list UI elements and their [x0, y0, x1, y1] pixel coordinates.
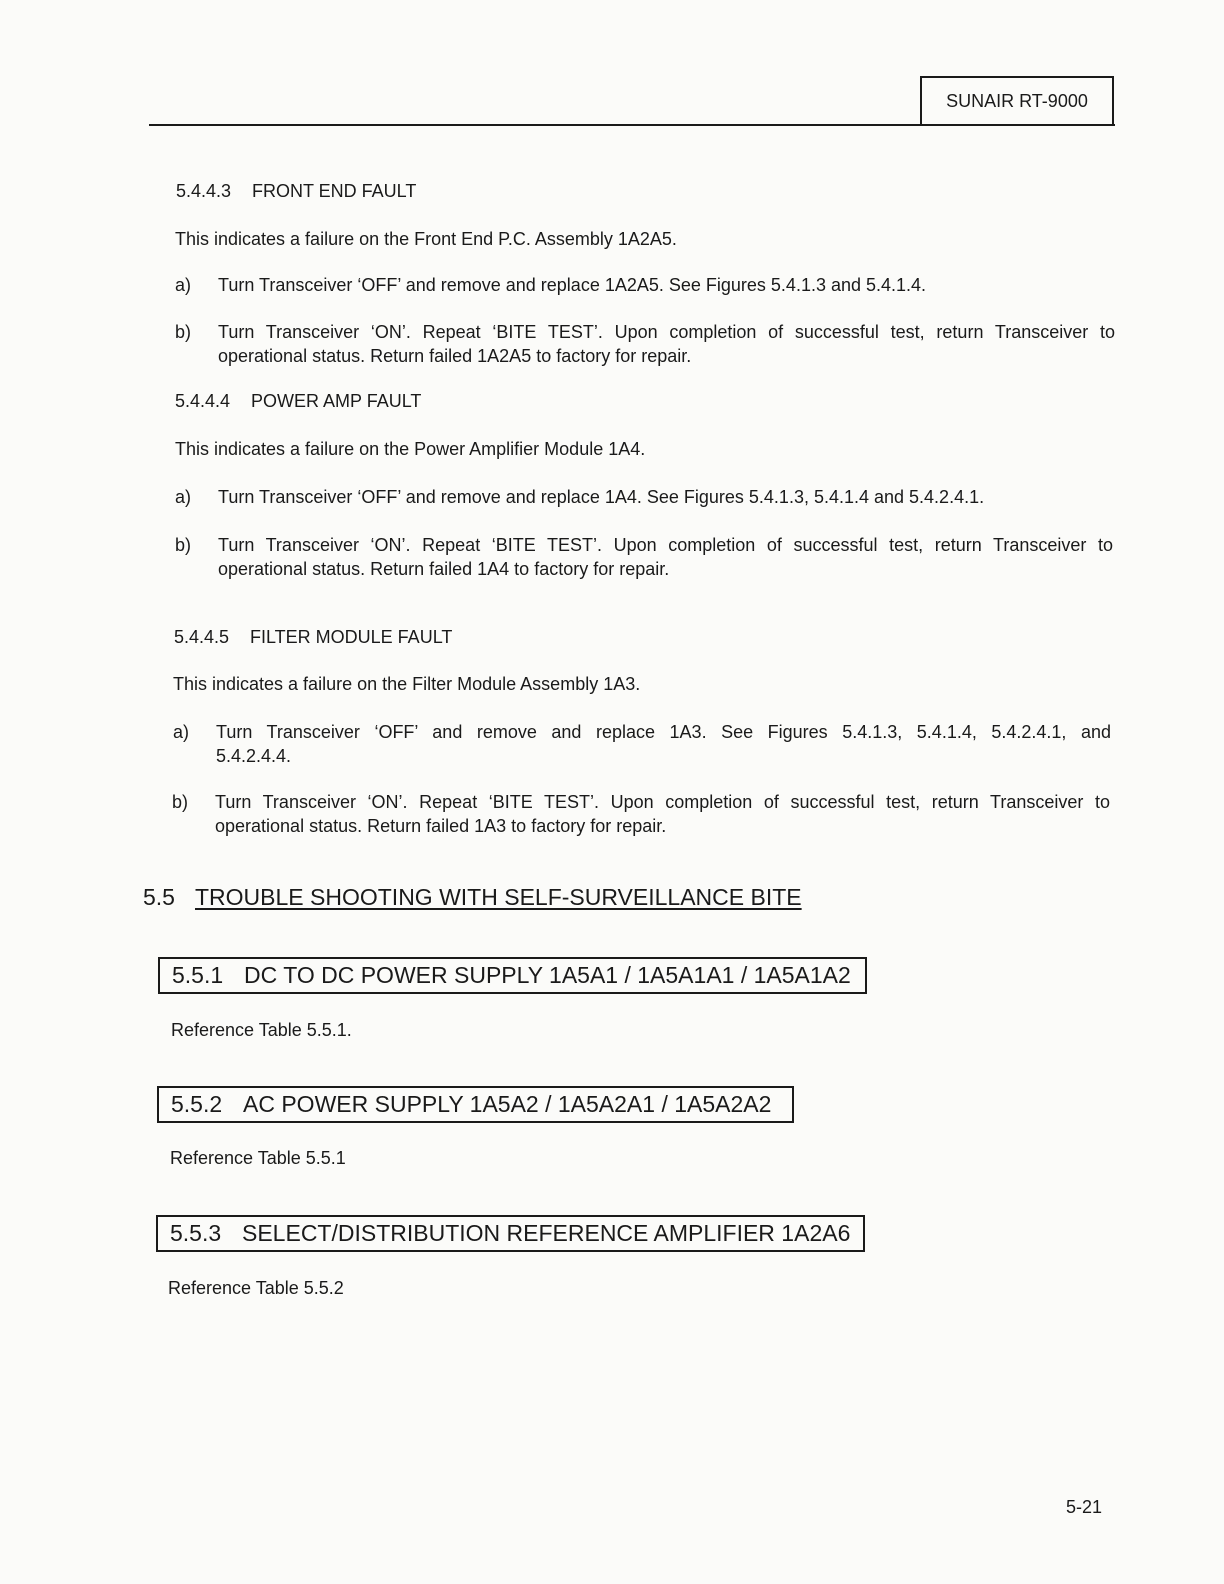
item-text: Turn Transceiver ‘ON’. Repeat ‘BITE TEST’. Upon completion of successful test, return Transceiver to [218, 322, 1115, 342]
list-item [175, 485, 1115, 509]
item-text: Turn Transceiver ‘ON’. Repeat ‘BITE TEST’. Upon completion of successful test, return Transceiver to [215, 792, 1110, 812]
section-title: FRONT END FAULT [252, 181, 417, 201]
section-intro: This indicates a failure on the Filter Module Assembly 1A3. [173, 674, 641, 694]
major-section-title: TROUBLE SHOOTING WITH SELF-SURVEILLANCE BITE [195, 884, 802, 910]
section-intro: This indicates a failure on the Power Amplifier Module 1A4. [175, 439, 646, 459]
item-text: Turn Transceiver ‘OFF’ and remove and replace 1A3. See Figures 5.4.1.3, 5.4.1.4, 5.4.2.4.1, and [216, 722, 1111, 742]
section-heading-front-end-fault [176, 181, 416, 202]
section-number: 5.4.4.5 [174, 627, 230, 647]
list-item [175, 533, 1113, 581]
boxed-heading-reference-amplifier [156, 1215, 865, 1252]
list-item [175, 273, 1115, 297]
subsection-title: DC TO DC POWER SUPPLY 1A5A1 / 1A5A1A1 / 1A5A1A2 [244, 962, 851, 988]
section-heading-filter-module-fault [174, 627, 452, 648]
item-text-continued: 5.4.2.4.4. [216, 746, 292, 766]
reference-text: Reference Table 5.5.1 [170, 1148, 346, 1168]
item-text: Turn Transceiver ‘OFF’ and remove and replace 1A4. See Figures 5.4.1.3, 5.4.1.4 and 5.4.2.4.1. [218, 487, 985, 507]
header-rule [149, 124, 1115, 126]
item-text-continued: operational status. Return failed 1A4 to factory for repair. [218, 559, 670, 579]
item-letter: a) [173, 722, 190, 742]
subsection-number: 5.5.2 [171, 1091, 223, 1117]
major-section-heading [143, 884, 802, 911]
document-header-box [920, 76, 1114, 124]
item-letter: b) [175, 535, 192, 555]
item-text-continued: operational status. Return failed 1A2A5 to factory for repair. [218, 346, 692, 366]
reference-text: Reference Table 5.5.2 [168, 1278, 344, 1298]
major-section-number: 5.5 [143, 884, 175, 910]
subsection-number: 5.5.1 [172, 962, 224, 988]
section-title: POWER AMP FAULT [251, 391, 422, 411]
section-intro: This indicates a failure on the Front End P.C. Assembly 1A2A5. [175, 229, 677, 249]
section-title: FILTER MODULE FAULT [250, 627, 453, 647]
item-letter: a) [175, 275, 192, 295]
document-title: SUNAIR RT-9000 [946, 90, 1088, 111]
list-item [175, 320, 1115, 368]
section-number: 5.4.4.3 [176, 181, 232, 201]
reference-text: Reference Table 5.5.1. [171, 1020, 352, 1040]
page-number: 5-21 [1066, 1497, 1103, 1517]
item-text: Turn Transceiver ‘ON’. Repeat ‘BITE TEST’. Upon completion of successful test, return Transceiver to [218, 535, 1113, 555]
item-letter: b) [175, 322, 192, 342]
list-item [173, 720, 1111, 768]
section-number: 5.4.4.4 [175, 391, 231, 411]
boxed-heading-dc-power-supply [158, 957, 867, 994]
subsection-title: SELECT/DISTRIBUTION REFERENCE AMPLIFIER 1A2A6 [242, 1220, 851, 1246]
item-text-continued: operational status. Return failed 1A3 to factory for repair. [215, 816, 667, 836]
list-item [172, 790, 1110, 838]
boxed-heading-ac-power-supply [157, 1086, 794, 1123]
subsection-title: AC POWER SUPPLY 1A5A2 / 1A5A2A1 / 1A5A2A2 [243, 1091, 772, 1117]
item-letter: a) [175, 487, 192, 507]
item-text: Turn Transceiver ‘OFF’ and remove and replace 1A2A5. See Figures 5.4.1.3 and 5.4.1.4. [218, 275, 927, 295]
section-heading-power-amp-fault [175, 391, 421, 412]
subsection-number: 5.5.3 [170, 1220, 222, 1246]
item-letter: b) [172, 792, 189, 812]
